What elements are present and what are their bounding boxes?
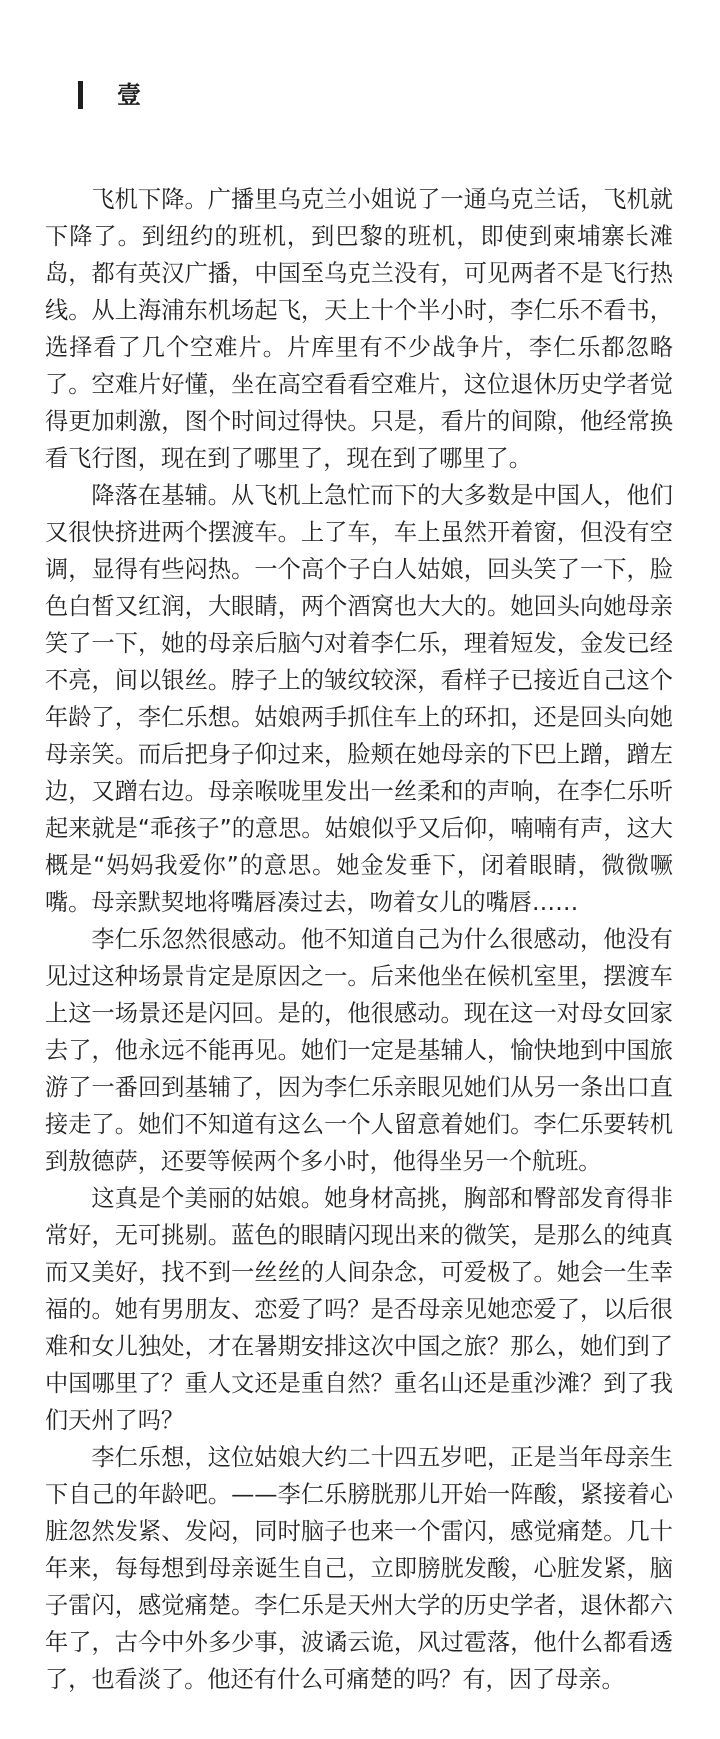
article-body bbox=[45, 181, 673, 1698]
paragraph-1: 飞机下降。广播里乌克兰小姐说了一通乌克兰话，飞机就下降了。到纽约的班机，到巴黎的班机，即使到柬埔寨长滩岛，都有英汉广播，中国至乌克兰没有，可见两者不是飞行热线。从上海浦东机场起飞，天上十个半小时，李仁乐不看书，选择看了几个空难片。片库里有不少战争片，李仁乐都忽略了。空难片好懂，坐在高空看看空难片，这位退休历史学者觉得更加刺激，图个时间过得快。只是，看片的间隙，他经常换看飞行图，现在到了哪里了，现在到了哪里了。 bbox=[45, 186, 673, 472]
chapter-marker-bar bbox=[78, 81, 83, 109]
paragraph-4: 这真是个美丽的姑娘。她身材高挑，胸部和臀部发育得非常好，无可挑剔。蓝色的眼睛闪现出来的微笑，是那么的纯真而又美好，找不到一丝丝的人间杂念，可爱极了。她会一生幸福的。她有男朋友、恋爱了吗？是否母亲见她恋爱了，以后很难和女儿独处，才在暑期安排这次中国之旅？那么，她们到了中国哪里了？重人文还是重自然？重名山还是重沙滩？到了我们天州了吗？ bbox=[45, 1185, 673, 1434]
chapter-header bbox=[78, 80, 142, 110]
paragraph-3: 李仁乐忽然很感动。他不知道自己为什么很感动，他没有见过这种场景肯定是原因之一。后来他坐在候机室里，摆渡车上这一场景还是闪回。是的，他很感动。现在这一对母女回家去了，他永远不能再见。她们一定是基辅人，愉快地到中国旅游了一番回到基辅了，因为李仁乐亲眼见她们从另一条出口直接走了。她们不知道有这么一个人留意着她们。李仁乐要转机到敖德萨，还要等候两个多小时，他得坐另一个航班。 bbox=[45, 926, 673, 1175]
chapter-title: 壹 bbox=[117, 81, 142, 109]
paragraph-2: 降落在基辅。从飞机上急忙而下的大多数是中国人，他们又很快挤进两个摆渡车。上了车，车上虽然开着窗，但没有空调，显得有些闷热。一个高个子白人姑娘，回头笑了一下，脸色白皙又红润，大眼睛，两个酒窝也大大的。她回头向她母亲笑了一下，她的母亲后脑勺对着李仁乐，理着短发，金发已经不亮，间以银丝。脖子上的皱纹较深，看样子已接近自己这个年龄了，李仁乐想。姑娘两手抓住车上的环扣，还是回头向她母亲笑。而后把身子仰过来，脸颊在她母亲的下巴上蹭，蹭左边，又蹭右边。母亲喉咙里发出一丝柔和的声响，在李仁乐听起来就是“乖孩子”的意思。姑娘似乎又后仰，喃喃有声，这大概是“妈妈我爱你”的意思。她金发垂下，闭着眼睛，微微噘嘴。母亲默契地将嘴唇凑过去，吻着女儿的嘴唇…… bbox=[45, 482, 673, 916]
paragraph-5: 李仁乐想，这位姑娘大约二十四五岁吧，正是当年母亲生下自己的年龄吧。——李仁乐膀胱那儿开始一阵酸，紧接着心脏忽然发紧、发闷，同时脑子也来一个雷闪，感觉痛楚。几十年来，每每想到母亲诞生自己，立即膀胱发酸，心脏发紧，脑子雷闪，感觉痛楚。李仁乐是天州大学的历史学者，退休都六年了，古今中外多少事，波谲云诡，风过雹落，他什么都看透了，也看淡了。他还有什么可痛楚的吗？有，因了母亲。 bbox=[45, 1444, 673, 1693]
